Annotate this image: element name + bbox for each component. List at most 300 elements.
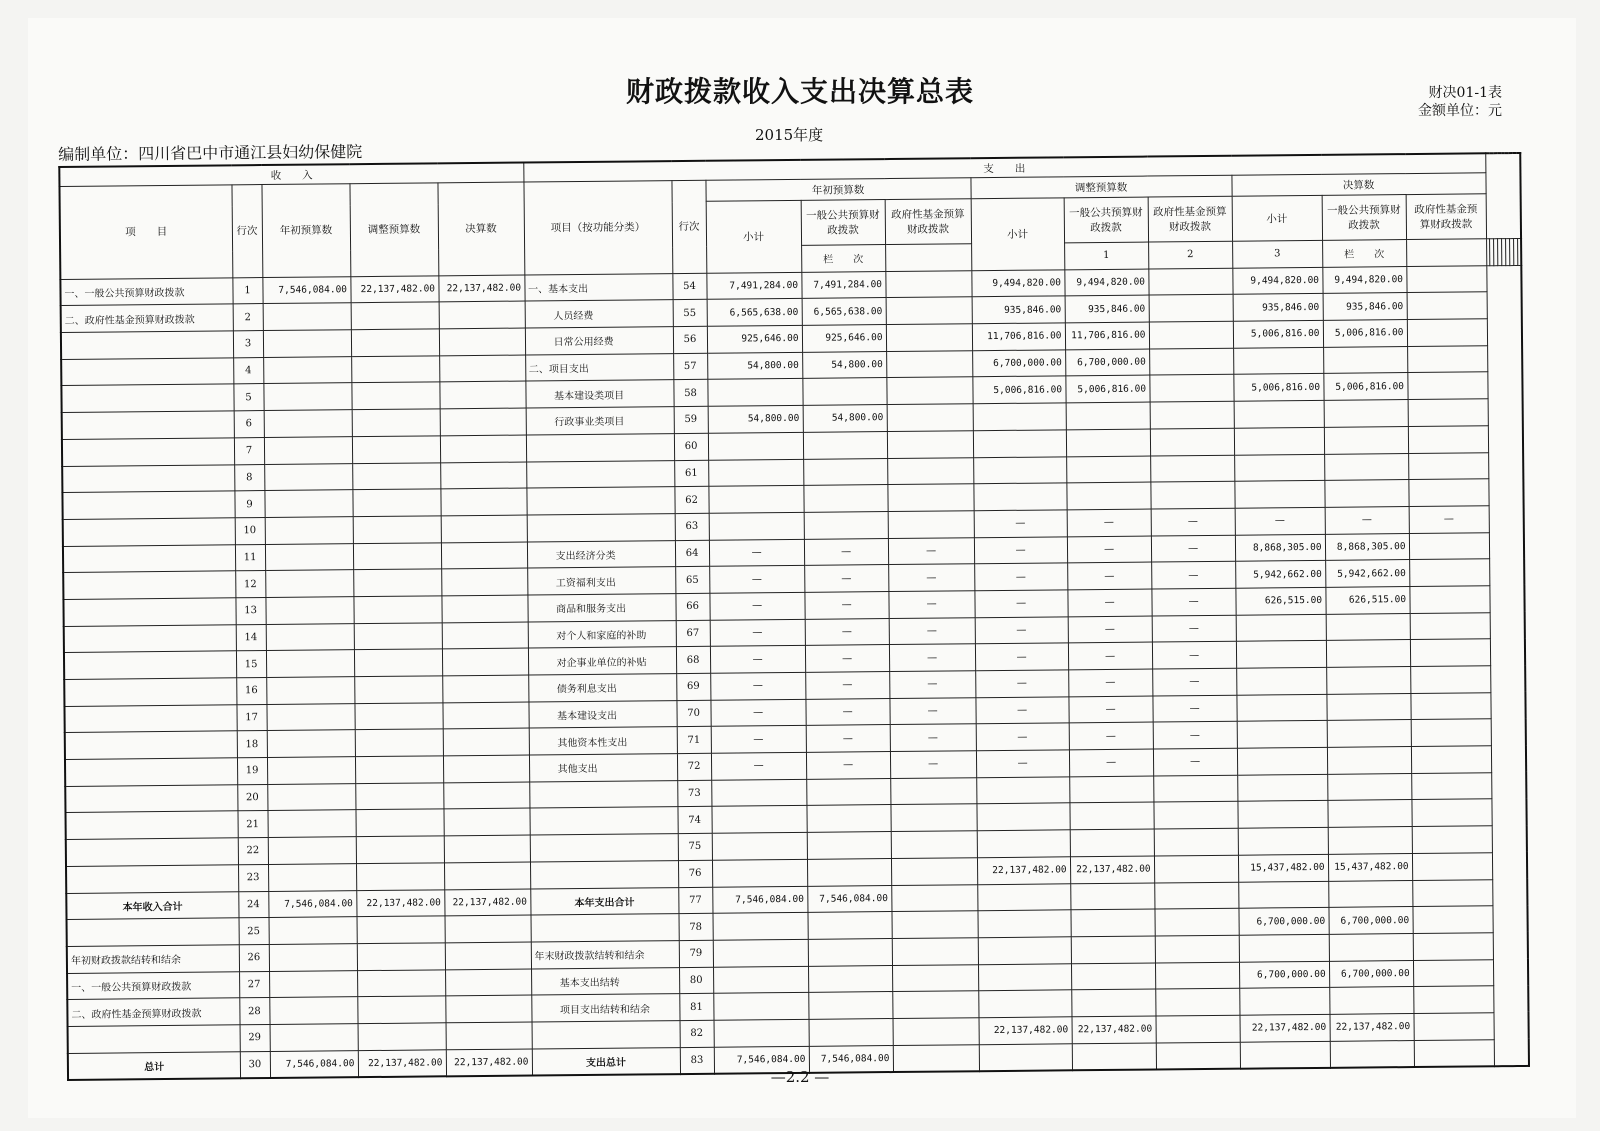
initial-general	[803, 485, 887, 512]
final-fund	[1411, 799, 1491, 826]
final-subtotal	[1234, 427, 1324, 455]
final-fund	[1408, 399, 1488, 426]
expense-item-label	[526, 433, 674, 461]
income-row-no: 25	[239, 918, 269, 945]
expense-row-no: 69	[676, 673, 710, 700]
income-initial-budget	[267, 783, 355, 811]
final-subtotal: 5,942,662.00	[1235, 561, 1325, 589]
income-initial-budget: 7,546,084.00	[268, 890, 356, 918]
final-subtotal: 5,006,816.00	[1233, 320, 1323, 348]
adjusted-general: 9,494,820.00	[1064, 269, 1148, 296]
general-header: 一般公共预算财政拨款	[1064, 197, 1148, 243]
income-item-label: 一、一般公共预算财政拨款	[67, 971, 239, 999]
initial-fund	[892, 991, 978, 1019]
adjusted-fund	[1150, 428, 1234, 455]
income-initial-budget	[270, 1024, 358, 1052]
initial-subtotal	[713, 913, 808, 941]
initial-subtotal: —	[710, 699, 805, 727]
adjusted-general: —	[1067, 562, 1151, 589]
adjusted-subtotal: —	[974, 563, 1067, 591]
final-fund	[1413, 906, 1493, 933]
income-adjusted-budget	[356, 863, 444, 891]
income-item-label	[66, 838, 238, 866]
budget-table	[58, 152, 1530, 1081]
adjusted-general	[1070, 829, 1154, 856]
income-final-amount	[440, 488, 526, 516]
income-row-no: 10	[235, 517, 265, 544]
expense-item-label: 对企事业单位的补贴	[528, 647, 676, 675]
initial-general: 925,646.00	[802, 325, 886, 352]
income-final-amount	[446, 1022, 532, 1050]
currency-unit: 金额单位：元	[1418, 103, 1502, 119]
income-adjusted-budget	[357, 916, 445, 944]
final-general	[1330, 1040, 1414, 1068]
adjusted-fund: —	[1152, 695, 1236, 722]
expense-item-label: 行政事业类项目	[526, 407, 674, 435]
initial-fund	[890, 777, 976, 805]
income-item-label: 总计	[68, 1051, 240, 1080]
expense-row-no: 68	[676, 647, 710, 674]
final-general: —	[1325, 506, 1409, 533]
income-adjusted-budget	[355, 729, 443, 757]
income-adjusted-budget	[352, 489, 440, 517]
final-general	[1327, 720, 1411, 747]
expense-row-no: 77	[678, 887, 712, 914]
final-general	[1327, 747, 1411, 774]
income-final-amount	[444, 835, 530, 863]
income-header: 收 入	[59, 163, 523, 187]
adjusted-fund: —	[1151, 535, 1235, 562]
final-subtotal	[1236, 614, 1326, 642]
final-fund	[1414, 1013, 1494, 1040]
adjusted-general: —	[1069, 749, 1153, 776]
expense-row-no: 57	[673, 353, 707, 380]
expense-row-no: 73	[677, 780, 711, 807]
initial-subtotal: 6,565,638.00	[707, 299, 802, 327]
adjusted-general: 5,006,816.00	[1065, 375, 1149, 402]
table-body	[59, 153, 1529, 1080]
final-general	[1329, 987, 1413, 1014]
adjusted-fund	[1150, 455, 1234, 482]
final-general: 9,494,820.00	[1322, 266, 1406, 293]
income-item-label	[62, 464, 234, 492]
final-general: 6,700,000.00	[1329, 907, 1413, 934]
income-initial-budget	[265, 517, 353, 545]
final-general	[1324, 426, 1408, 453]
expense-row-no: 74	[678, 807, 712, 834]
expense-item-label: 对个人和家庭的补助	[528, 620, 676, 648]
expense-item-label: 支出总计	[532, 1047, 680, 1076]
income-final-amount	[442, 675, 528, 703]
initial-fund	[887, 431, 973, 459]
income-adjusted-budget	[353, 542, 441, 570]
column-row-label-right: 栏 次	[1322, 240, 1406, 267]
expense-item-label	[530, 807, 678, 835]
final-general	[1326, 640, 1410, 667]
income-row-no: 1	[232, 277, 262, 304]
final-general	[1324, 400, 1408, 427]
initial-subtotal: 7,491,284.00	[706, 272, 801, 300]
adjusted-fund	[1155, 988, 1239, 1015]
income-item-label: 年初财政拨款结转和结余	[67, 945, 239, 973]
expense-item-label: 年末财政拨款结转和结余	[531, 940, 679, 968]
expense-item-label: 其他支出	[529, 754, 677, 782]
initial-general: 54,800.00	[802, 351, 886, 378]
initial-general	[804, 511, 888, 538]
income-final-amount	[444, 862, 530, 890]
income-initial-budget	[263, 383, 351, 411]
adjusted-general	[1066, 402, 1150, 429]
adjusted-subtotal: —	[976, 723, 1069, 751]
final-fund	[1412, 879, 1492, 906]
income-row-no: 5	[233, 384, 263, 411]
adjusted-fund	[1148, 268, 1232, 295]
expense-item-label: 日常公用经费	[525, 327, 673, 355]
row-no-header-right: 行次	[672, 180, 707, 273]
initial-general: 7,491,284.00	[801, 271, 885, 298]
income-row-no: 15	[236, 651, 266, 678]
income-adjusted-budget	[353, 569, 441, 597]
final-general	[1326, 613, 1410, 640]
initial-general: 7,546,084.00	[809, 1045, 893, 1073]
initial-subtotal	[707, 379, 802, 407]
income-item-label	[67, 918, 239, 946]
expense-item-label: 项目支出结转和结余	[531, 994, 679, 1022]
final-subtotal: 6,700,000.00	[1239, 908, 1329, 936]
income-final-amount	[441, 568, 527, 596]
income-item-label	[65, 811, 237, 839]
income-final-amount	[443, 755, 529, 783]
income-initial-budget	[269, 944, 357, 972]
initial-general: —	[806, 725, 890, 752]
final-fund	[1410, 692, 1490, 719]
income-initial-budget: 7,546,084.00	[270, 1050, 358, 1078]
income-item-label: 一、一般公共预算财政拨款	[60, 278, 232, 306]
income-initial-budget	[264, 490, 352, 518]
col-num: 3	[1232, 240, 1322, 268]
final-fund	[1414, 1039, 1494, 1067]
initial-fund: —	[888, 564, 974, 592]
initial-general: —	[804, 538, 888, 565]
final-subtotal	[1237, 774, 1327, 802]
income-adjusted-budget	[357, 996, 445, 1024]
initial-subtotal: 54,800.00	[708, 405, 803, 433]
initial-fund	[893, 1018, 979, 1046]
income-initial-budget	[269, 970, 357, 998]
subtotal-header: 小计	[706, 200, 802, 273]
initial-general: —	[805, 618, 889, 645]
initial-subtotal: 7,546,084.00	[714, 1046, 809, 1074]
adjusted-subtotal: —	[975, 670, 1068, 698]
income-final-amount	[440, 435, 526, 463]
final-fund	[1411, 746, 1491, 773]
income-adjusted-budget	[354, 622, 442, 650]
initial-subtotal: —	[710, 646, 805, 674]
subtotal-header: 小计	[971, 198, 1065, 271]
income-row-no: 6	[234, 411, 264, 438]
adjusted-fund	[1153, 775, 1237, 802]
expense-row-no: 65	[675, 567, 709, 594]
initial-general	[808, 938, 892, 965]
adjusted-subtotal: 5,006,816.00	[972, 376, 1065, 404]
initial-general: —	[805, 645, 889, 672]
expense-row-no: 75	[678, 833, 712, 860]
expense-row-no: 76	[678, 860, 712, 887]
income-item-label	[61, 331, 233, 359]
income-final-amount: 22,137,482.00	[438, 275, 524, 303]
income-initial-budget	[268, 863, 356, 891]
final-subtotal: 8,868,305.00	[1235, 534, 1325, 562]
adjusted-general: —	[1068, 642, 1152, 669]
income-row-no: 28	[239, 998, 269, 1025]
income-item-label	[61, 384, 233, 412]
income-row-no: 21	[237, 811, 267, 838]
income-item-label	[63, 518, 235, 546]
final-general: 22,137,482.00	[1330, 1013, 1414, 1040]
initial-subtotal	[708, 459, 803, 487]
adjusted-fund	[1149, 295, 1233, 322]
income-item-label	[63, 544, 235, 572]
adjusted-subtotal: —	[974, 510, 1067, 538]
income-final-amount	[443, 808, 529, 836]
income-item-label	[64, 705, 236, 733]
table-wrapper	[58, 122, 1530, 1081]
income-row-no: 23	[238, 864, 268, 891]
expense-item-label: 基本建设支出	[528, 700, 676, 728]
income-item-label	[61, 358, 233, 386]
form-number-block	[1418, 84, 1502, 120]
initial-fund	[892, 964, 978, 992]
adjusted-subtotal: 11,706,816.00	[972, 323, 1065, 351]
final-general	[1328, 880, 1412, 907]
final-general	[1327, 800, 1411, 827]
final-fund	[1409, 559, 1489, 586]
adjusted-fund	[1154, 828, 1238, 855]
final-general	[1328, 827, 1412, 854]
expense-item-label: 基本建设类项目	[525, 380, 673, 408]
income-adjusted-budget	[357, 969, 445, 997]
adjusted-fund: —	[1151, 561, 1235, 588]
expense-row-no: 82	[680, 1020, 714, 1047]
expense-row-no: 80	[679, 967, 713, 994]
group-final-header: 决算数	[1231, 173, 1485, 196]
income-item-label: 本年收入合计	[66, 891, 238, 919]
income-adjusted-budget: 22,137,482.00	[358, 1049, 446, 1077]
final-subtotal	[1240, 1041, 1330, 1069]
final-fund	[1408, 479, 1488, 506]
income-adjusted-budget: 22,137,482.00	[350, 276, 438, 304]
initial-fund: —	[888, 537, 974, 565]
initial-general	[806, 778, 890, 805]
adjusted-fund	[1150, 401, 1234, 428]
final-subtotal: 22,137,482.00	[1240, 1014, 1330, 1042]
final-subtotal: —	[1235, 507, 1325, 535]
income-adjusted-budget	[354, 703, 442, 731]
final-subtotal: 6,700,000.00	[1239, 961, 1329, 989]
expense-row-no: 56	[673, 326, 707, 353]
empty-cell	[885, 244, 971, 272]
initial-fund	[887, 484, 973, 512]
adjusted-fund: —	[1153, 748, 1237, 775]
initial-budget-header: 年初预算数	[261, 184, 350, 278]
adjusted-subtotal: 6,700,000.00	[972, 350, 1065, 378]
final-subtotal: 15,437,482.00	[1238, 854, 1328, 882]
final-general	[1324, 480, 1408, 507]
adjusted-general: —	[1068, 669, 1152, 696]
form-number: 财决01-1表	[1428, 85, 1502, 101]
income-initial-budget	[264, 437, 352, 465]
income-row-no: 18	[237, 731, 267, 758]
income-item-label	[68, 1025, 240, 1053]
initial-fund: —	[888, 591, 974, 619]
row-no-header: 行次	[231, 185, 262, 278]
initial-fund	[886, 350, 972, 378]
income-item-label	[65, 731, 237, 759]
initial-subtotal	[712, 832, 807, 860]
adjusted-subtotal: —	[975, 697, 1068, 725]
expense-row-no: 62	[674, 486, 708, 513]
adjusted-fund: —	[1153, 722, 1237, 749]
initial-subtotal: —	[709, 566, 804, 594]
expense-row-no: 67	[676, 620, 710, 647]
final-fund	[1410, 612, 1490, 639]
final-fund	[1412, 853, 1492, 880]
income-initial-budget	[265, 570, 353, 598]
adjusted-subtotal	[977, 803, 1070, 831]
income-adjusted-budget	[355, 809, 443, 837]
adjusted-subtotal	[978, 990, 1071, 1018]
preparing-unit: 编制单位：四川省巴中市通江县妇幼保健院	[58, 142, 363, 164]
func-item-header: 项目（按功能分类）	[524, 181, 673, 275]
initial-fund	[888, 511, 974, 539]
final-subtotal	[1239, 934, 1329, 962]
expense-item-label: 支出经济分类	[527, 540, 675, 568]
initial-subtotal: —	[710, 672, 805, 700]
income-initial-budget: 7,546,084.00	[262, 276, 350, 304]
expense-item-label	[531, 914, 679, 942]
income-adjusted-budget: 22,137,482.00	[356, 889, 444, 917]
income-initial-budget	[263, 356, 351, 384]
final-subtotal	[1237, 747, 1327, 775]
expense-row-no: 58	[673, 380, 707, 407]
expense-row-no: 60	[674, 433, 708, 460]
initial-fund: —	[889, 671, 975, 699]
expense-row-no: 81	[679, 993, 713, 1020]
final-general	[1326, 667, 1410, 694]
final-fund	[1407, 346, 1487, 373]
initial-fund	[887, 404, 973, 432]
initial-general	[808, 912, 892, 939]
income-final-amount	[445, 915, 531, 943]
initial-general: 54,800.00	[803, 405, 887, 432]
column-row-label: 栏 次	[801, 245, 885, 272]
initial-fund: —	[889, 644, 975, 672]
initial-fund: —	[889, 697, 975, 725]
initial-subtotal	[712, 806, 807, 834]
final-subtotal	[1239, 988, 1329, 1016]
income-adjusted-budget	[352, 436, 440, 464]
income-initial-budget	[264, 463, 352, 491]
expense-item-label: 债务利息支出	[528, 674, 676, 702]
adjusted-general: —	[1067, 509, 1151, 536]
final-fund	[1407, 319, 1487, 346]
adjusted-general	[1071, 909, 1155, 936]
expense-row-no: 71	[677, 727, 711, 754]
final-fund	[1406, 265, 1486, 292]
adjusted-general	[1071, 989, 1155, 1016]
initial-fund	[887, 457, 973, 485]
income-adjusted-budget	[356, 836, 444, 864]
adjusted-subtotal	[976, 777, 1069, 805]
initial-fund	[886, 324, 972, 352]
initial-general: —	[805, 672, 889, 699]
income-row-no: 12	[235, 571, 265, 598]
final-general	[1324, 453, 1408, 480]
expense-item-label: 人员经费	[525, 300, 673, 328]
final-fund	[1410, 666, 1490, 693]
initial-general: —	[804, 565, 888, 592]
adjusted-fund	[1155, 935, 1239, 962]
initial-fund: —	[890, 724, 976, 752]
initial-subtotal	[713, 939, 808, 967]
income-row-no: 16	[236, 678, 266, 705]
initial-general: —	[806, 752, 890, 779]
initial-general	[807, 832, 891, 859]
initial-general: 7,546,084.00	[807, 885, 891, 912]
income-adjusted-budget	[355, 783, 443, 811]
initial-subtotal	[713, 993, 808, 1021]
adjusted-fund	[1149, 321, 1233, 348]
adjusted-subtotal: —	[974, 590, 1067, 618]
income-adjusted-budget	[352, 409, 440, 437]
income-item-label	[62, 438, 234, 466]
expense-item-label: 一、基本支出	[524, 273, 672, 301]
adjusted-subtotal	[978, 937, 1071, 965]
final-subtotal	[1237, 801, 1327, 829]
income-initial-budget	[263, 330, 351, 358]
initial-fund: —	[890, 751, 976, 779]
initial-subtotal: 54,800.00	[707, 352, 802, 380]
initial-subtotal	[714, 1019, 809, 1047]
income-initial-budget	[268, 837, 356, 865]
final-subtotal	[1234, 454, 1324, 482]
income-initial-budget	[267, 730, 355, 758]
final-general	[1323, 346, 1407, 373]
adjusted-fund: —	[1152, 615, 1236, 642]
income-final-amount	[445, 995, 531, 1023]
adjusted-subtotal: —	[975, 616, 1068, 644]
general-header: 一般公共预算财政拨款	[1322, 195, 1406, 241]
income-adjusted-budget	[357, 943, 445, 971]
income-item-label	[63, 571, 235, 599]
initial-general: —	[804, 591, 888, 618]
adjusted-general: 11,706,816.00	[1065, 322, 1149, 349]
income-item-label	[65, 785, 237, 813]
initial-fund	[885, 270, 971, 298]
initial-subtotal	[708, 486, 803, 514]
final-fund	[1413, 933, 1493, 960]
initial-fund	[891, 804, 977, 832]
income-item-label	[64, 624, 236, 652]
initial-subtotal	[713, 966, 808, 994]
final-fund	[1407, 372, 1487, 399]
income-row-no: 9	[234, 491, 264, 518]
expense-item-label	[526, 487, 674, 515]
initial-general	[803, 458, 887, 485]
income-initial-budget	[267, 757, 355, 785]
adjusted-subtotal: —	[975, 643, 1068, 671]
expense-row-no: 78	[679, 913, 713, 940]
